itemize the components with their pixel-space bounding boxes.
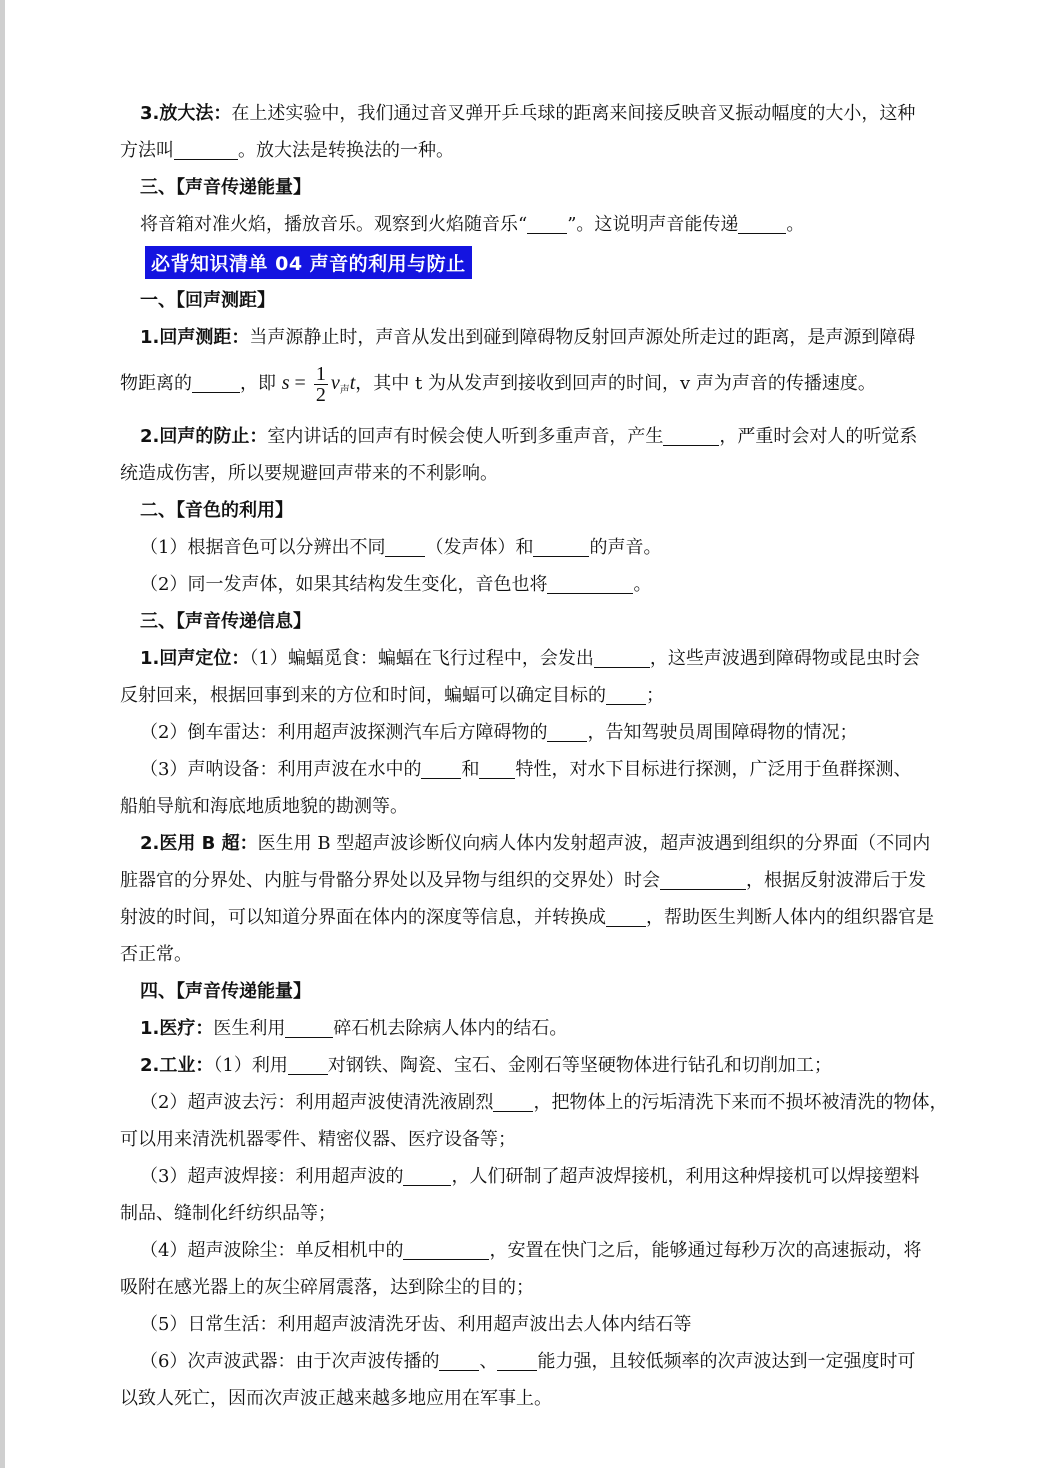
text: 方法叫 xyxy=(120,140,174,161)
section-heading: 四、【声音传递能量】 xyxy=(140,981,311,1002)
text: （1）蝙蝠觅食：蝙蝠在飞行过程中，会发出 xyxy=(249,648,594,669)
text: ，根据反射波滞后于发 xyxy=(746,870,926,891)
paragraph-formula-line xyxy=(120,356,960,418)
list-item xyxy=(140,566,960,603)
paragraph-continuation: 吸附在感光器上的灰尘碎屑震落，达到除尘的目的； xyxy=(120,1277,534,1298)
answer-blank[interactable] xyxy=(403,1239,489,1260)
paragraph-continuation: 统造成伤害，所以要规避回声带来的不利影响。 xyxy=(120,463,498,484)
answer-blank[interactable] xyxy=(606,684,646,705)
paragraph-flame xyxy=(140,206,960,243)
text: 。放大法是转换法的一种。 xyxy=(238,140,454,161)
answer-blank[interactable] xyxy=(439,1350,479,1371)
answer-blank[interactable] xyxy=(285,1017,333,1038)
answer-blank[interactable] xyxy=(174,139,238,160)
text: ，即 xyxy=(240,373,276,394)
text: （2）倒车雷达：利用超声波探测汽车后方障碍物的 xyxy=(140,722,548,743)
text: 医生利用 xyxy=(213,1018,286,1039)
text: 射波的时间，可以知道分界面在体内的深度等信息，并转换成 xyxy=(120,907,606,928)
text: （2）同一发声体，如果其结构发生变化，音色也将 xyxy=(140,574,548,595)
paragraph-continuation: 以致人死亡，因而次声波正越来越多地应用在军事上。 xyxy=(120,1388,552,1409)
answer-blank[interactable] xyxy=(660,869,746,890)
paragraph-medical xyxy=(140,1010,960,1047)
section-heading: 三、【声音传递能量】 xyxy=(140,177,311,198)
item-number: 2.回声的防止： xyxy=(140,426,268,447)
text: （1）利用 xyxy=(213,1055,288,1076)
formula-t: t xyxy=(349,372,356,394)
list-item xyxy=(140,751,960,788)
answer-blank[interactable] xyxy=(606,906,646,927)
text: ，严重时会对人的听觉系 xyxy=(719,426,918,447)
answer-blank[interactable] xyxy=(497,1350,537,1371)
answer-blank[interactable] xyxy=(493,1091,533,1112)
item-number: 3.放大法： xyxy=(140,103,232,124)
answer-blank[interactable] xyxy=(479,758,515,779)
banner-title: 必背知识清单 04 声音的利用与防止 xyxy=(145,246,472,279)
text: ，这些声波遇到障碍物或昆虫时会 xyxy=(649,648,920,669)
text: ，人们研制了超声波焊接机，利用这种焊接机可以焊接塑料 xyxy=(451,1166,920,1187)
formula-subscript: 声 xyxy=(339,385,350,396)
text: 在上述实验中，我们通过音叉弹开乒乓球的距离来间接反映音叉振动幅度的大小，这种 xyxy=(231,103,916,124)
answer-blank[interactable] xyxy=(421,758,461,779)
list-item xyxy=(140,529,960,566)
formula-eq: = xyxy=(289,372,311,394)
paragraph-echo-ranging xyxy=(140,319,960,356)
section-heading: 三、【声音传递信息】 xyxy=(140,611,311,632)
formula-fraction xyxy=(314,364,328,405)
paragraph-continuation xyxy=(120,132,960,169)
paragraph-continuation: 否正常。 xyxy=(120,944,192,965)
text: 和 xyxy=(461,759,480,780)
text: （2）超声波去污：利用超声波使清洗液剧烈 xyxy=(140,1092,494,1113)
list-item xyxy=(140,714,960,751)
paragraph-continuation xyxy=(120,862,960,899)
paragraph-continuation: 制品、缝制化纤纺织品等； xyxy=(120,1203,336,1224)
text: （3）声呐设备：利用声波在水中的 xyxy=(140,759,422,780)
paragraph-b-ultrasound xyxy=(140,825,960,862)
answer-blank[interactable] xyxy=(385,536,425,557)
text: 医生用 B 型超声波诊断仪向病人体内发射超声波，超声波遇到组织的分界面（不同内 xyxy=(257,833,931,854)
fraction-denominator: 2 xyxy=(315,383,326,406)
answer-blank[interactable] xyxy=(547,573,633,594)
item-number: 1.回声定位： xyxy=(140,648,250,669)
paragraph-continuation: 可以用来清洗机器零件、精密仪器、医疗设备等； xyxy=(120,1129,516,1150)
text: （发声体）和 xyxy=(425,537,534,558)
section-heading: 一、【回声测距】 xyxy=(140,290,275,311)
item-number: 1.回声测距： xyxy=(140,327,250,348)
list-item xyxy=(140,1158,960,1195)
text: 当声源静止时，声音从发出到碰到障碍物反射回声源处所走过的距离，是声源到障碍 xyxy=(249,327,916,348)
list-item: （5）日常生活：利用超声波清洗牙齿、利用超声波出去人体内结石等 xyxy=(140,1314,692,1335)
paragraph-echo-prevention xyxy=(140,418,960,455)
answer-blank[interactable] xyxy=(533,536,589,557)
text: 将音箱对准火焰，播放音乐。观察到火焰随音乐“ xyxy=(140,214,528,235)
answer-blank[interactable] xyxy=(192,372,240,393)
text: （4）超声波除尘：单反相机中的 xyxy=(140,1240,404,1261)
section-heading: 二、【音色的利用】 xyxy=(140,500,293,521)
text: 脏器官的分界处、内脏与骨骼分界处以及异物与组织的交界处）时会 xyxy=(120,870,660,891)
item-number: 1.医疗： xyxy=(140,1018,214,1039)
text: 能力强，且较低频率的次声波达到一定强度时可 xyxy=(537,1351,916,1372)
distance-formula xyxy=(281,362,356,406)
list-item xyxy=(140,1343,960,1380)
answer-blank[interactable] xyxy=(403,1165,451,1186)
text: ，安置在快门之后，能够通过每秒万次的高速振动，将 xyxy=(489,1240,922,1261)
text: 、 xyxy=(479,1351,498,1372)
fraction-numerator: 1 xyxy=(315,362,326,385)
section-banner xyxy=(140,243,960,282)
paragraph-continuation xyxy=(120,677,960,714)
answer-blank[interactable] xyxy=(527,213,567,234)
answer-blank[interactable] xyxy=(547,721,587,742)
text: ，其中 t 为从发声到接收到回声的时间，v 声为声音的传播速度。 xyxy=(355,373,876,394)
text: 物距离的 xyxy=(120,373,192,394)
text: ，帮助医生判断人体内的组织器官是 xyxy=(646,907,934,928)
text: ”。这说明声音能传递 xyxy=(567,214,739,235)
text: 的声音。 xyxy=(589,537,662,558)
text: ，告知驾驶员周围障碍物的情况； xyxy=(587,722,858,743)
text: 对钢铁、陶瓷、宝石、金刚石等坚硬物体进行钻孔和切削加工； xyxy=(327,1055,832,1076)
text: （3）超声波焊接：利用超声波的 xyxy=(140,1166,404,1187)
document-page xyxy=(120,95,960,1417)
text: （1）根据音色可以分辨出不同 xyxy=(140,537,386,558)
paragraph-echolocation xyxy=(140,640,960,677)
list-item xyxy=(140,1232,960,1269)
text: 碎石机去除病人体内的结石。 xyxy=(333,1018,568,1039)
paragraph-amplification xyxy=(140,95,960,132)
paragraph-continuation: 船舶导航和海底地质地貌的勘测等。 xyxy=(120,796,408,817)
text: 室内讲话的回声有时候会使人听到多重声音，产生 xyxy=(267,426,664,447)
text: 特性，对水下目标进行探测，广泛用于鱼群探测、 xyxy=(515,759,912,780)
paragraph-continuation xyxy=(120,899,960,936)
text: 。 xyxy=(633,574,652,595)
formula-v: v xyxy=(330,372,340,394)
item-number: 2.医用 B 超： xyxy=(140,833,258,854)
answer-blank[interactable] xyxy=(663,425,719,446)
answer-blank[interactable] xyxy=(288,1054,328,1075)
answer-blank[interactable] xyxy=(594,647,650,668)
text: （6）次声波武器：由于次声波传播的 xyxy=(140,1351,440,1372)
list-item xyxy=(140,1084,960,1121)
item-number: 2.工业： xyxy=(140,1055,214,1076)
page-edge xyxy=(0,0,5,1468)
paragraph-industry xyxy=(140,1047,960,1084)
answer-blank[interactable] xyxy=(738,213,786,234)
formula-s: s xyxy=(281,372,290,394)
text: 反射回来，根据回事到来的方位和时间，蝙蝠可以确定目标的 xyxy=(120,685,606,706)
text: ，把物体上的污垢清洗下来而不损坏被清洗的物体， xyxy=(533,1092,948,1113)
text: 。 xyxy=(786,214,805,235)
text: ； xyxy=(646,685,664,706)
